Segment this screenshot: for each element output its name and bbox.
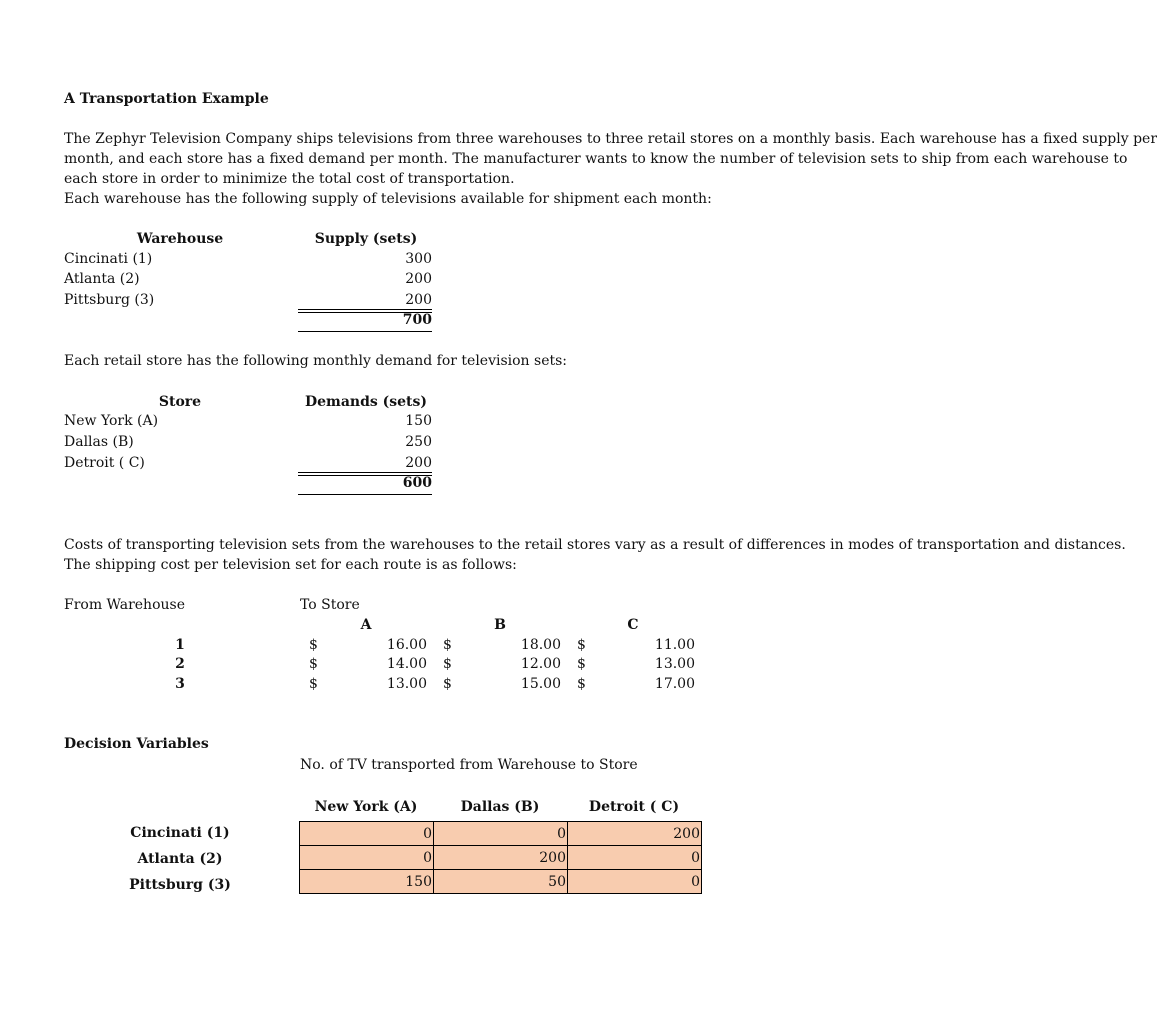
intro-line-4: Each warehouse has the following supply of televisions available for shipment each month: (64, 191, 712, 207)
decision-variable-grid (299, 821, 702, 894)
demand-row-name: New York (A) (64, 413, 159, 429)
table-row (300, 822, 702, 846)
currency-symbol: $ (577, 656, 586, 672)
currency-symbol: $ (443, 676, 452, 692)
cost-cell: 15.00 (520, 676, 561, 692)
intro-line-2: month, and each store has a fixed demand per month. The manufacturer wants to know the number of television sets to ship from each warehouse to (64, 151, 1128, 167)
cost-cell: 18.00 (520, 637, 561, 653)
demand-total: 600 (402, 475, 432, 491)
demand-row-name: Dallas (B) (64, 434, 134, 450)
cost-row-warehouse: 3 (175, 676, 185, 692)
cost-cell: 13.00 (654, 656, 695, 672)
cost-to-label: To Store (300, 597, 360, 613)
cost-intro-line-2: The shipping cost per television set for each route is as follows: (64, 557, 517, 573)
supply-total-rule-bottom (298, 331, 432, 332)
decision-col-header: New York (A) (314, 799, 418, 815)
decision-row-label: Cincinati (1) (130, 825, 230, 841)
currency-symbol: $ (309, 656, 318, 672)
demand-row-value: 250 (405, 434, 432, 450)
cost-from-label: From Warehouse (64, 597, 185, 613)
cost-col-header: B (494, 617, 506, 633)
demand-row-name: Detroit ( C) (64, 455, 145, 471)
page-title: A Transportation Example (64, 91, 269, 107)
demand-row-value: 200 (405, 455, 432, 471)
supply-total: 700 (402, 312, 432, 328)
decision-cell[interactable]: 50 (434, 870, 568, 894)
cost-cell: 12.00 (520, 656, 561, 672)
currency-symbol: $ (577, 676, 586, 692)
cost-col-header: C (627, 617, 639, 633)
demand-header-demands: Demands (sets) (304, 394, 428, 410)
decision-subtitle: No. of TV transported from Warehouse to Store (300, 757, 638, 773)
cost-cell: 17.00 (654, 676, 695, 692)
currency-symbol: $ (443, 637, 452, 653)
cost-cell: 11.00 (654, 637, 695, 653)
decision-cell[interactable]: 0 (568, 870, 702, 894)
currency-symbol: $ (443, 656, 452, 672)
cost-col-header: A (360, 617, 372, 633)
demand-total-rule-bottom (298, 494, 432, 495)
decision-row-label: Pittsburg (3) (129, 877, 231, 893)
decision-cell[interactable]: 150 (300, 870, 434, 894)
supply-row-name: Pittsburg (3) (64, 292, 155, 308)
demand-total-rule-top (298, 472, 432, 473)
supply-row-value: 200 (405, 292, 432, 308)
table-row (300, 870, 702, 894)
intro-line-1: The Zephyr Television Company ships televisions from three warehouses to three retail stores on a monthly basis. Each warehouse has a fixed supply per (64, 131, 1157, 147)
demand-row-value: 150 (405, 413, 432, 429)
demand-intro: Each retail store has the following monthly demand for television sets: (64, 353, 568, 369)
cost-row-warehouse: 2 (175, 656, 185, 672)
supply-row-name: Atlanta (2) (64, 271, 140, 287)
currency-symbol: $ (577, 637, 586, 653)
table-row (300, 846, 702, 870)
decision-cell[interactable]: 200 (434, 846, 568, 870)
decision-row-label: Atlanta (2) (137, 851, 223, 867)
cost-cell: 13.00 (386, 676, 427, 692)
decision-cell[interactable]: 200 (568, 822, 702, 846)
supply-row-value: 200 (405, 271, 432, 287)
currency-symbol: $ (309, 637, 318, 653)
decision-col-header: Dallas (B) (460, 799, 540, 815)
decision-heading: Decision Variables (64, 736, 209, 752)
decision-cell[interactable]: 0 (300, 822, 434, 846)
decision-col-header: Detroit ( C) (588, 799, 680, 815)
demand-header-store: Store (158, 394, 202, 410)
supply-total-rule-top (298, 309, 432, 310)
decision-cell[interactable]: 0 (568, 846, 702, 870)
cost-intro-line-1: Costs of transporting television sets from the warehouses to the retail stores vary as a result of differences in modes of transportation and distances. (64, 537, 1126, 553)
supply-row-name: Cincinati (1) (64, 251, 153, 267)
supply-header-supply: Supply (sets) (314, 231, 418, 247)
supply-header-warehouse: Warehouse (136, 231, 224, 247)
intro-line-3: each store in order to minimize the total cost of transportation. (64, 171, 515, 187)
cost-cell: 16.00 (386, 637, 427, 653)
decision-cell[interactable]: 0 (300, 846, 434, 870)
decision-cell[interactable]: 0 (434, 822, 568, 846)
cost-row-warehouse: 1 (175, 637, 185, 653)
cost-cell: 14.00 (386, 656, 427, 672)
currency-symbol: $ (309, 676, 318, 692)
supply-row-value: 300 (405, 251, 432, 267)
